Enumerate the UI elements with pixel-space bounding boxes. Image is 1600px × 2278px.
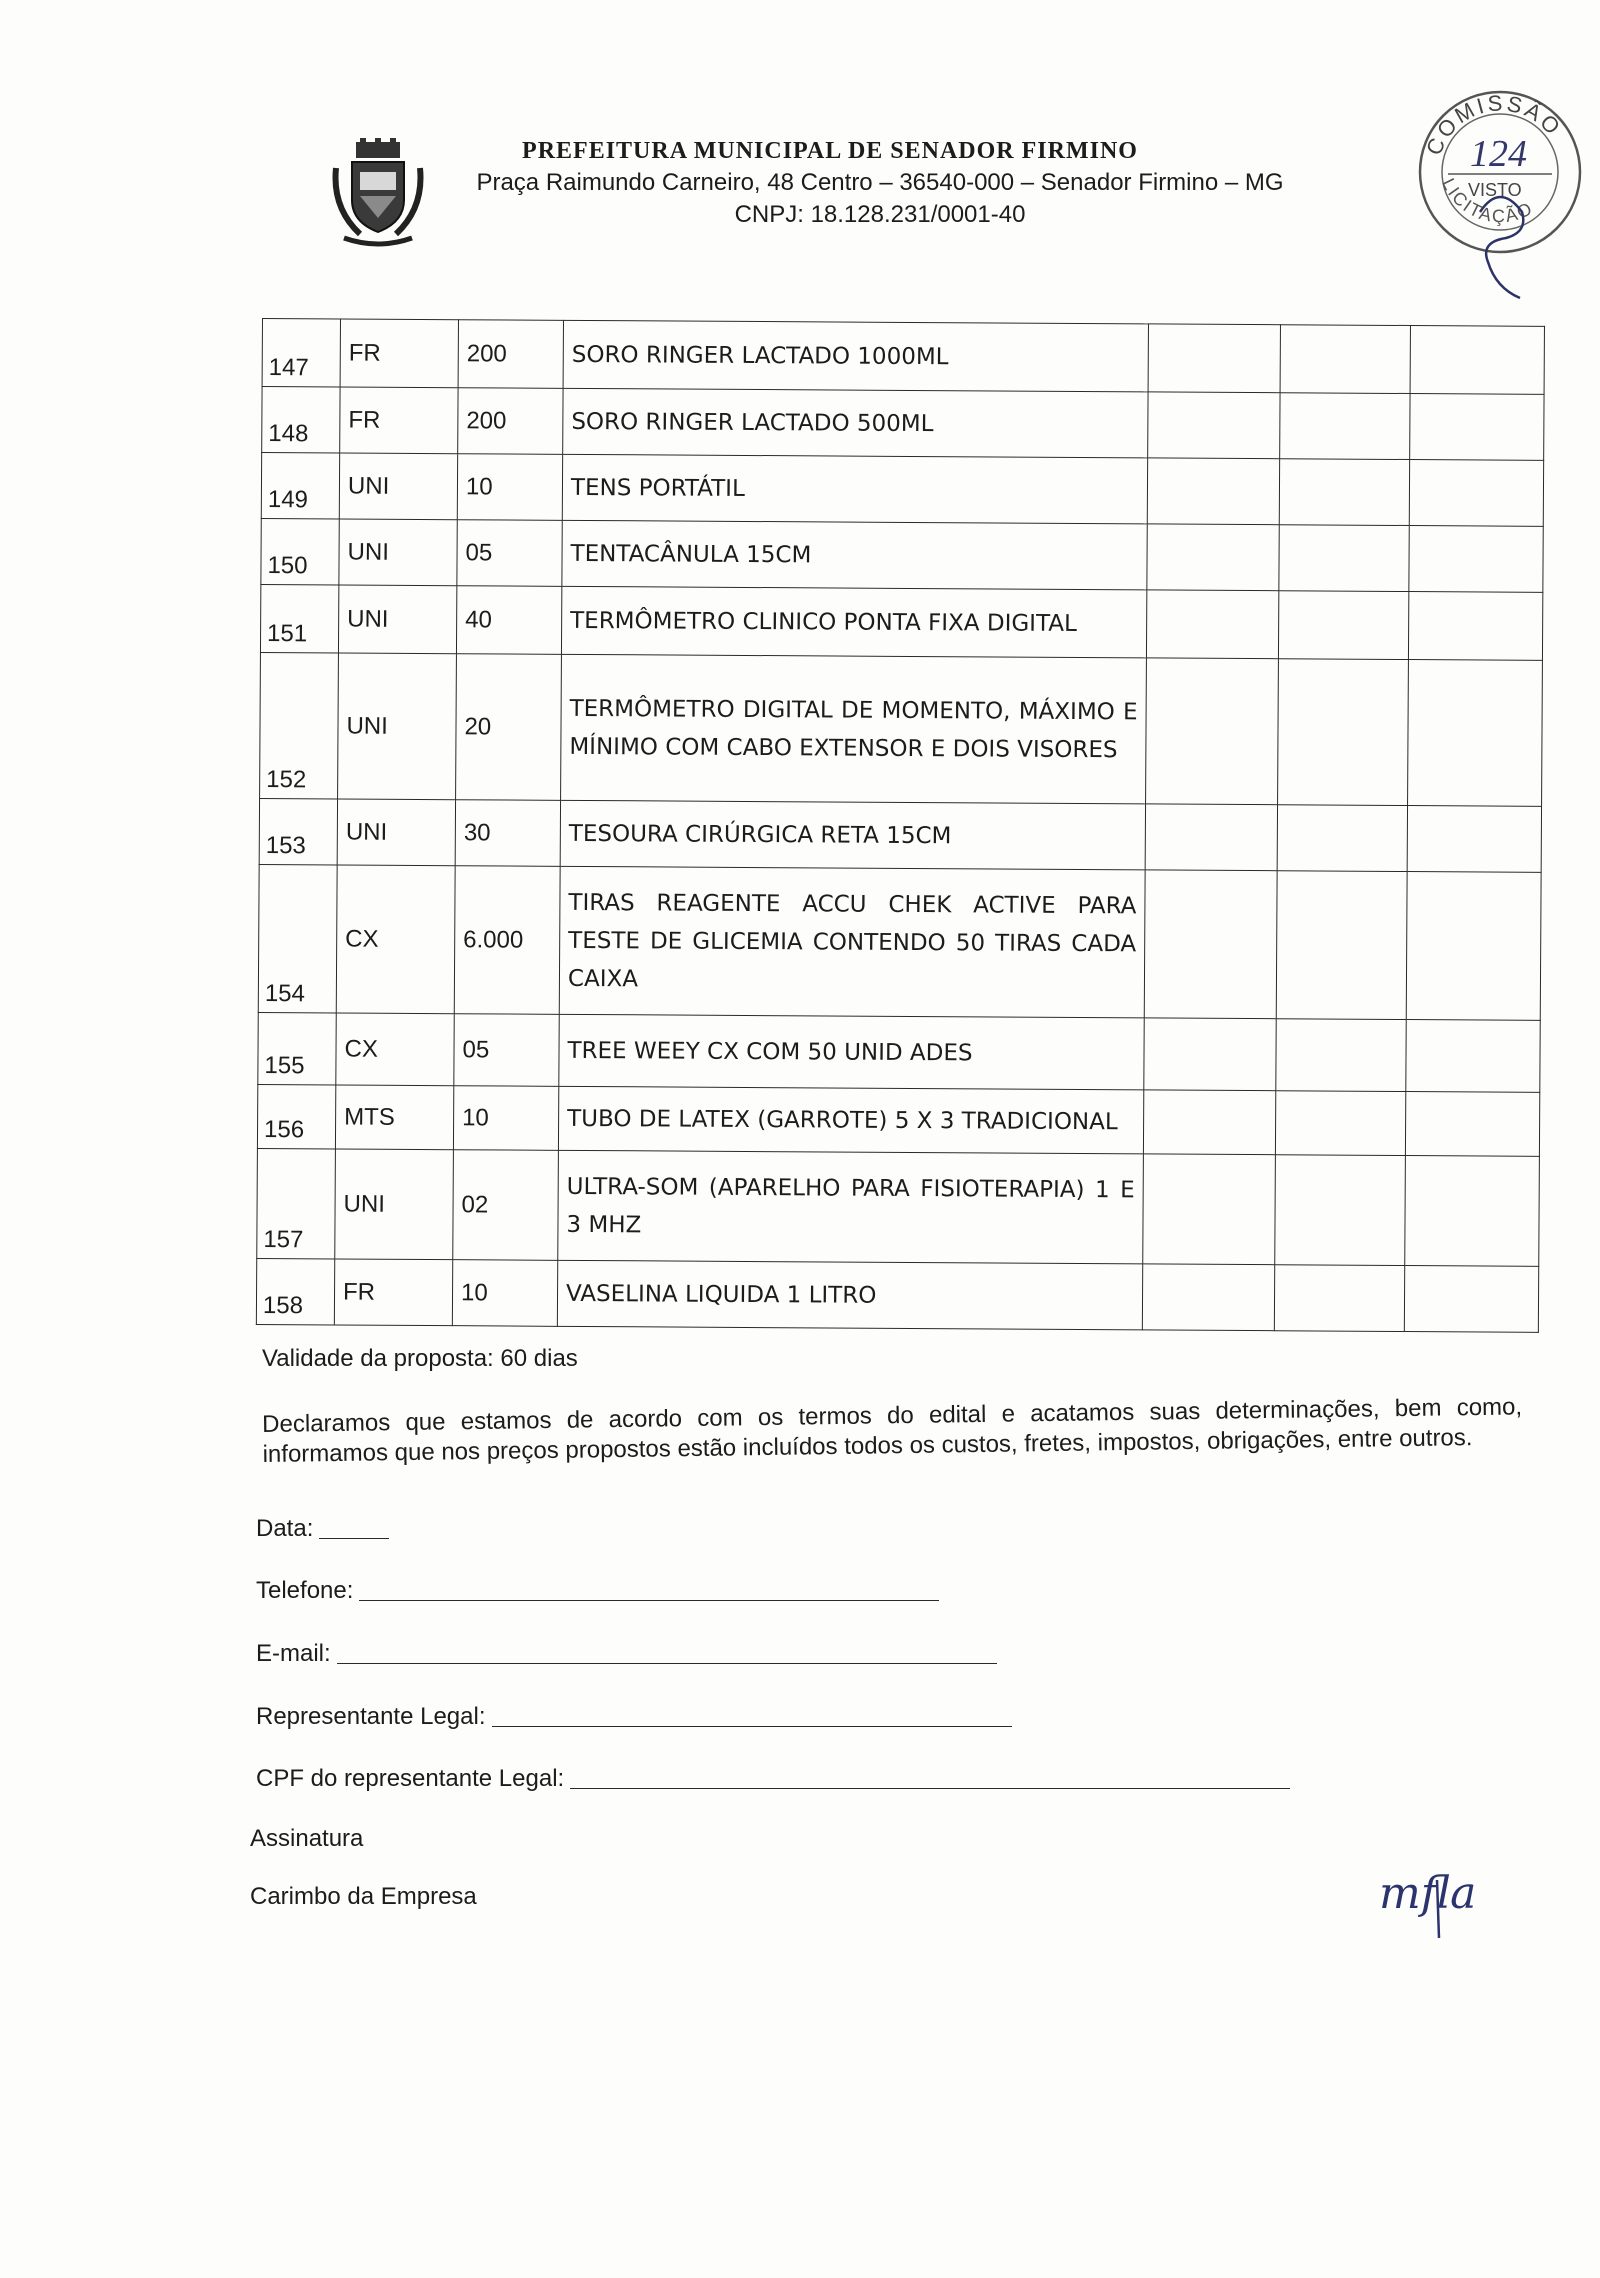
empty-price-cell[interactable] xyxy=(1410,326,1544,395)
item-quantity: 02 xyxy=(453,1150,559,1261)
date-line xyxy=(319,1537,389,1539)
empty-price-cell[interactable] xyxy=(1409,526,1543,593)
item-unit: MTS xyxy=(335,1085,453,1150)
item-unit: UNI xyxy=(339,453,457,520)
legal-representative-field[interactable] xyxy=(256,1703,1012,1731)
item-number: 149 xyxy=(261,453,339,519)
empty-price-cell[interactable] xyxy=(1410,394,1544,461)
item-number: 155 xyxy=(258,1012,336,1084)
empty-price-cell[interactable] xyxy=(1406,872,1541,1021)
item-description: ULTRA-SOM (APARELHO PARA FISIOTERAPIA) 1 E 3 MHZ xyxy=(558,1150,1144,1264)
empty-price-cell[interactable] xyxy=(1146,590,1278,659)
empty-price-cell[interactable] xyxy=(1279,459,1409,526)
stamp-bottom-text: LICITAÇÃO xyxy=(1438,175,1537,227)
item-quantity: 40 xyxy=(456,586,561,655)
item-number: 156 xyxy=(257,1084,335,1148)
empty-price-cell[interactable] xyxy=(1275,1155,1406,1266)
handwritten-signature xyxy=(1375,1860,1555,1940)
empty-price-cell[interactable] xyxy=(1408,592,1542,661)
email-label: E-mail: xyxy=(256,1640,331,1667)
item-unit: UNI xyxy=(339,519,457,586)
empty-price-cell[interactable] xyxy=(1408,660,1543,807)
legal-representative-label: Representante Legal: xyxy=(256,1703,486,1730)
empty-price-cell[interactable] xyxy=(1280,393,1410,460)
empty-price-cell[interactable] xyxy=(1404,1265,1538,1332)
table-row xyxy=(261,453,1543,527)
cpf-label: CPF do representante Legal: xyxy=(256,1765,565,1792)
item-number: 153 xyxy=(259,798,337,864)
empty-price-cell[interactable] xyxy=(1148,392,1280,459)
table-row xyxy=(260,584,1542,660)
table-row xyxy=(259,798,1541,872)
item-description: SORO RINGER LACTADO 500ML xyxy=(563,388,1148,458)
item-quantity: 30 xyxy=(455,800,560,867)
item-quantity: 10 xyxy=(453,1086,558,1151)
phone-field[interactable] xyxy=(256,1577,939,1605)
item-description: TERMÔMETRO DIGITAL DE MOMENTO, MÁXIMO E MÍNIMO COM CABO EXTENSOR E DOIS VISORES xyxy=(561,654,1147,804)
item-number: 154 xyxy=(258,864,337,1012)
item-description: SORO RINGER LACTADO 1000ML xyxy=(563,320,1148,392)
date-label: Data: xyxy=(256,1515,314,1542)
item-number: 147 xyxy=(262,319,340,387)
item-unit: CX xyxy=(336,865,455,1014)
stamp-top-text: COMISSÃO xyxy=(1420,90,1568,159)
empty-price-cell[interactable] xyxy=(1405,1156,1540,1267)
municipality-title: PREFEITURA MUNICIPAL DE SENADOR FIRMINO xyxy=(522,138,1138,164)
table-row xyxy=(260,652,1543,806)
empty-price-cell[interactable] xyxy=(1280,325,1410,394)
table-row xyxy=(258,1012,1540,1092)
empty-price-cell[interactable] xyxy=(1146,658,1279,805)
empty-price-cell[interactable] xyxy=(1144,870,1277,1019)
table-row xyxy=(261,518,1543,592)
empty-price-cell[interactable] xyxy=(1278,591,1408,660)
empty-price-cell[interactable] xyxy=(1275,1091,1405,1156)
item-description: VASELINA LIQUIDA 1 LITRO xyxy=(557,1260,1142,1330)
item-unit: UNI xyxy=(335,1149,454,1260)
empty-price-cell[interactable] xyxy=(1148,324,1280,393)
item-quantity: 05 xyxy=(454,1014,559,1087)
empty-price-cell[interactable] xyxy=(1277,805,1407,872)
items-table xyxy=(256,318,1545,1333)
empty-price-cell[interactable] xyxy=(1279,525,1409,592)
cpf-line xyxy=(570,1787,1290,1789)
signature-text: mfla xyxy=(1379,1868,1477,1919)
empty-price-cell[interactable] xyxy=(1406,1020,1540,1093)
item-quantity: 6.000 xyxy=(454,866,560,1015)
item-number: 150 xyxy=(261,518,339,584)
legal-representative-line xyxy=(492,1725,1012,1727)
item-unit: CX xyxy=(336,1013,454,1086)
empty-price-cell[interactable] xyxy=(1142,1264,1274,1331)
item-quantity: 10 xyxy=(457,454,562,521)
empty-price-cell[interactable] xyxy=(1276,1019,1406,1092)
item-number: 148 xyxy=(262,387,340,453)
item-unit: UNI xyxy=(338,653,457,800)
empty-price-cell[interactable] xyxy=(1145,804,1277,871)
stamp-number: 124 xyxy=(1470,133,1527,175)
signature-label: Assinatura xyxy=(250,1825,364,1852)
table-row xyxy=(258,864,1541,1020)
phone-label: Telefone: xyxy=(256,1577,354,1604)
declaration-text: Declaramos que estamos de acordo com os termos do edital e acatamos suas determinações, bem como, informamos que nos preços propostos estão incluídos todos os custos, fretes, impostos, obrigações, entre outros. xyxy=(262,1393,1523,1468)
email-line xyxy=(337,1662,997,1664)
phone-line xyxy=(359,1599,939,1601)
empty-price-cell[interactable] xyxy=(1144,1018,1276,1091)
item-description: TENS PORTÁTIL xyxy=(562,454,1147,524)
item-quantity: 200 xyxy=(458,320,563,389)
item-quantity: 05 xyxy=(457,520,562,587)
item-quantity: 20 xyxy=(456,654,562,801)
municipality-address: Praça Raimundo Carneiro, 48 Centro – 36540-000 – Senador Firmino – MG xyxy=(476,169,1284,196)
empty-price-cell[interactable] xyxy=(1143,1154,1276,1265)
item-description: TUBO DE LATEX (GARROTE) 5 X 3 TRADICIONAL xyxy=(558,1086,1143,1154)
empty-price-cell[interactable] xyxy=(1405,1092,1539,1157)
item-description: TENTACÂNULA 15CM xyxy=(562,520,1147,590)
item-number: 158 xyxy=(256,1258,334,1324)
company-stamp-label: Carimbo da Empresa xyxy=(250,1883,477,1910)
empty-price-cell[interactable] xyxy=(1143,1090,1275,1155)
empty-price-cell[interactable] xyxy=(1278,659,1409,806)
item-description: TESOURA CIRÚRGICA RETA 15CM xyxy=(560,800,1145,870)
item-unit: FR xyxy=(340,319,458,388)
stamp-middle-text: VISTO xyxy=(1468,180,1522,200)
empty-price-cell[interactable] xyxy=(1276,871,1407,1020)
table-row xyxy=(257,1084,1539,1156)
item-description: TREE WEEY CX COM 50 UNID ADES xyxy=(559,1014,1144,1090)
item-unit: UNI xyxy=(338,585,456,654)
empty-price-cell[interactable] xyxy=(1407,806,1541,873)
validity-text: Validade da proposta: 60 dias xyxy=(262,1345,578,1372)
item-quantity: 10 xyxy=(452,1260,557,1327)
municipality-cnpj: CNPJ: 18.128.231/0001-40 xyxy=(734,201,1026,228)
email-field[interactable] xyxy=(256,1640,997,1668)
commission-stamp xyxy=(1410,62,1590,312)
item-unit: UNI xyxy=(337,799,455,866)
item-description: TERMÔMETRO CLINICO PONTA FIXA DIGITAL xyxy=(561,586,1146,658)
item-description: TIRAS REAGENTE ACCU CHEK ACTIVE PARA TESTE DE GLICEMIA CONTENDO 50 TIRAS CADA CAIXA xyxy=(559,866,1145,1018)
table-row xyxy=(256,1258,1538,1332)
item-quantity: 200 xyxy=(458,388,563,455)
empty-price-cell[interactable] xyxy=(1147,458,1279,525)
item-unit: FR xyxy=(340,387,458,454)
item-unit: FR xyxy=(334,1259,452,1326)
item-number: 151 xyxy=(260,584,338,652)
date-field[interactable] xyxy=(256,1515,389,1543)
item-number: 152 xyxy=(260,652,339,798)
empty-price-cell[interactable] xyxy=(1409,460,1543,527)
table-row xyxy=(262,387,1544,461)
item-number: 157 xyxy=(257,1148,336,1258)
empty-price-cell[interactable] xyxy=(1274,1265,1404,1332)
letterhead xyxy=(330,138,1430,229)
table-row xyxy=(257,1148,1540,1266)
cpf-field[interactable] xyxy=(256,1765,1290,1793)
table-row xyxy=(262,319,1544,395)
empty-price-cell[interactable] xyxy=(1147,524,1279,591)
